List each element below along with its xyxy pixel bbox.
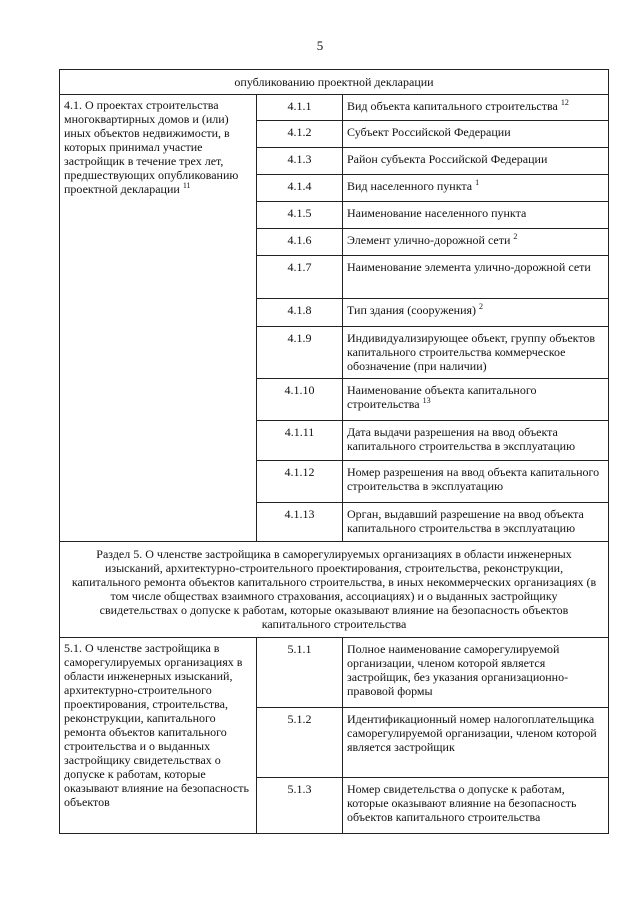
- row-number: 4.1.7: [257, 256, 343, 299]
- row-number: 4.1.6: [257, 229, 343, 256]
- row-text: Наименование населенного пункта: [343, 202, 609, 229]
- table-row: [60, 95, 609, 121]
- row-text: Субъект Российской Федерации: [343, 121, 609, 148]
- row-number: 4.1.3: [257, 148, 343, 175]
- block5-title: 5.1. О членстве застройщика в саморегулируемых организациях в области инженерных изысканий, архитектурно-строительного проектирования, строительства, реконструкции, капитального ремонта объектов капитального строительства и о выданных застройщику свидетельствах о допуске к работам, которые оказывают влияние на безопасность объектов: [60, 638, 257, 834]
- row-number: 4.1.1: [257, 95, 343, 121]
- table-row: [60, 638, 609, 708]
- row-text: Район субъекта Российской Федерации: [343, 148, 609, 175]
- row-number: 4.1.9: [257, 327, 343, 379]
- row-text: Индивидуализирующее объект, группу объектов капитального строительства коммерческое обозначение (при наличии): [343, 327, 609, 379]
- row-number: 5.1.2: [257, 708, 343, 778]
- footnote-ref: 2: [479, 302, 484, 311]
- header-row: [60, 70, 609, 95]
- row-number: 4.1.2: [257, 121, 343, 148]
- row-text: Вид населенного пункта $^1$: [343, 175, 609, 202]
- row-text: Номер свидетельства о допуске к работам, которые оказывают влияние на безопасность объектов капитального строительства: [343, 778, 609, 834]
- footnote-ref: 1: [475, 178, 480, 187]
- row-text: Полное наименование саморегулируемой организации, членом которой является застройщик, без указания организационно-правовой формы: [343, 638, 609, 708]
- row-text: Дата выдачи разрешения на ввод объекта капитального строительства в эксплуатацию: [343, 421, 609, 461]
- row-number: 4.1.11: [257, 421, 343, 461]
- row-text: Наименование элемента улично-дорожной сети: [343, 256, 609, 299]
- row-number: 4.1.5: [257, 202, 343, 229]
- row-number: 5.1.1: [257, 638, 343, 708]
- header-row-text: опубликованию проектной декларации: [60, 70, 609, 95]
- footnote-ref: 11: [182, 181, 191, 190]
- section5-title: Раздел 5. О членстве застройщика в саморегулируемых организациях в области инженерных изысканий, архитектурно-строительного проектирования, строительства, реконструкции, капитального ремонта объектов капитального строительства, в иных некоммерческих организациях (в том числе обществах взаимного страхования, ассоциациях) и о выданных застройщику свидетельствах о допуске к работам, которые оказывают влияние на безопасность объектов капитального строительства: [60, 542, 609, 638]
- row-number: 5.1.3: [257, 778, 343, 834]
- row-text: Идентификационный номер налогоплательщика саморегулируемой организации, членом которой является застройщик: [343, 708, 609, 778]
- footnote-ref: 2: [513, 232, 518, 241]
- declaration-table: [59, 69, 609, 834]
- page-number: 5: [316, 38, 324, 53]
- row-number: 4.1.4: [257, 175, 343, 202]
- row-text: Номер разрешения на ввод объекта капитального строительства в эксплуатацию: [343, 461, 609, 503]
- row-number: 4.1.13: [257, 503, 343, 542]
- footnote-ref: 12: [560, 98, 569, 107]
- row-text: Тип здания (сооружения) $^2$: [343, 299, 609, 327]
- row-text: Наименование объекта капитального строительства $^{13}$: [343, 379, 609, 421]
- footnote-ref: 13: [422, 396, 431, 405]
- row-text: Вид объекта капитального строительства $^{12}$: [343, 95, 609, 121]
- block4-title: 4.1. О проектах строительства многоквартирных домов и (или) иных объектов недвижимости, в которых принимал участие застройщик в течение трех лет, предшествующих опубликованию проектной декларации $^{11}$: [60, 95, 257, 542]
- row-number: 4.1.8: [257, 299, 343, 327]
- section-header-row: [60, 542, 609, 638]
- row-text: Орган, выдавший разрешение на ввод объекта капитального строительства в эксплуатацию: [343, 503, 609, 542]
- row-number: 4.1.10: [257, 379, 343, 421]
- row-number: 4.1.12: [257, 461, 343, 503]
- row-text: Элемент улично-дорожной сети $^2$: [343, 229, 609, 256]
